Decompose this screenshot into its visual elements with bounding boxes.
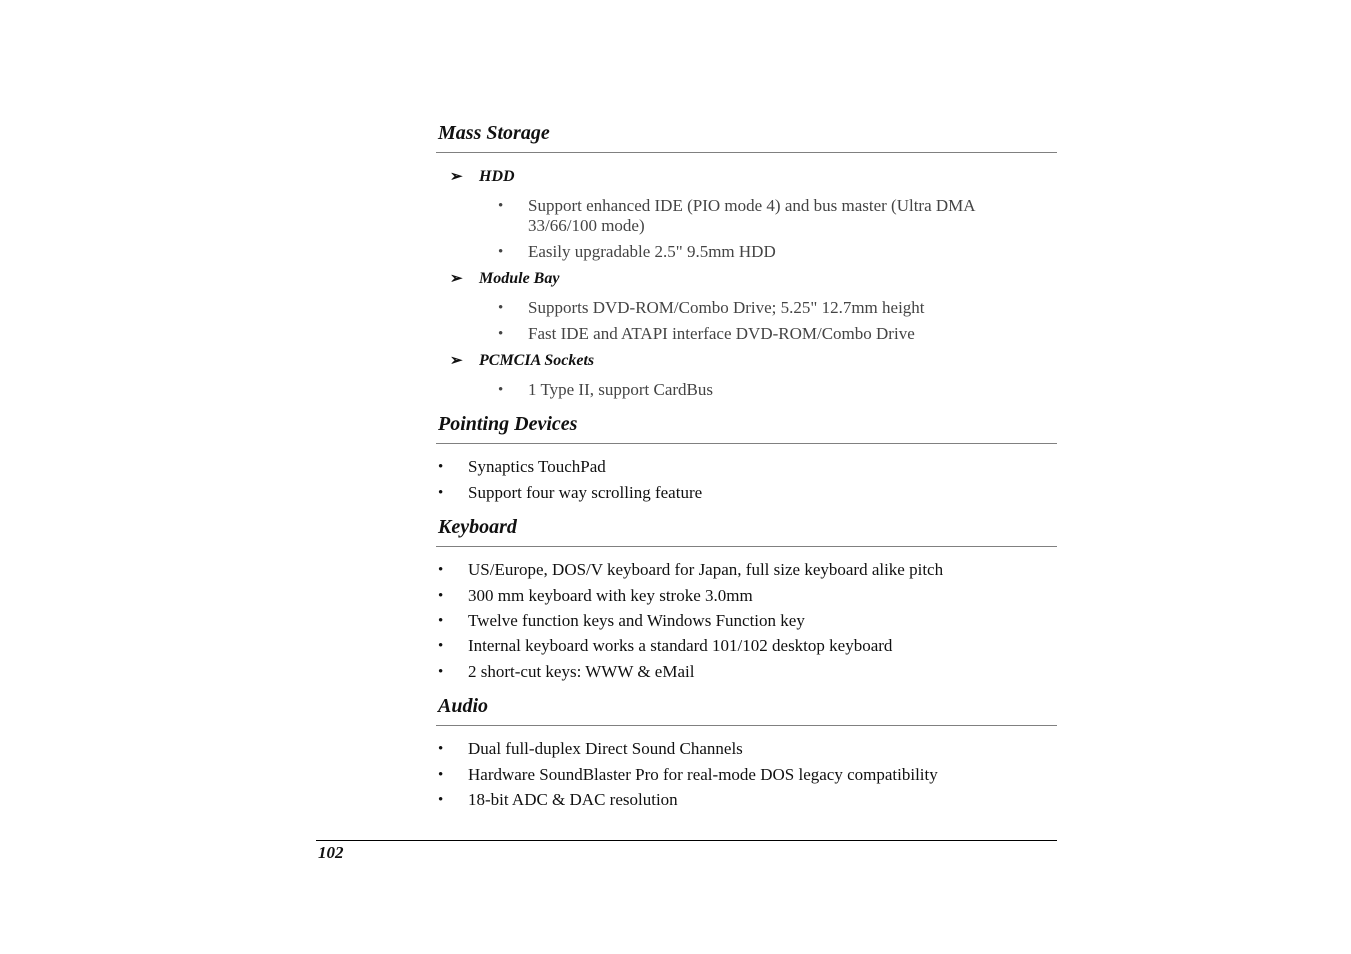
list-item-text: 1 Type II, support CardBus [528, 380, 714, 399]
subheading-module-bay-label: Module Bay [479, 270, 560, 287]
bullet-icon: • [438, 741, 444, 757]
list-item-text: Easily upgradable 2.5" 9.5mm HDD [528, 242, 776, 261]
arrow-bullet-icon: ➢ [450, 353, 463, 369]
section-title-keyboard: Keyboard [436, 515, 1057, 547]
bullet-icon: • [438, 485, 444, 501]
list-item-text: 2 short-cut keys: WWW & eMail [468, 662, 695, 681]
footer-rule [316, 840, 1057, 841]
bullet-icon: • [498, 326, 504, 342]
arrow-bullet-icon: ➢ [450, 169, 463, 185]
list-item-text: Supports DVD-ROM/Combo Drive; 5.25" 12.7mm height [528, 298, 925, 317]
subheading-pcmcia-label: PCMCIA Sockets [479, 352, 595, 369]
bullet-icon: • [438, 792, 444, 808]
bullet-icon: • [438, 562, 444, 578]
bullet-icon: • [438, 767, 444, 783]
section-pointing-devices [436, 412, 1057, 444]
bullet-icon: • [438, 638, 444, 654]
list-item-text: Twelve function keys and Windows Function key [468, 611, 805, 630]
bullet-icon: • [438, 613, 444, 629]
list-item-text: Internal keyboard works a standard 101/102 desktop keyboard [468, 636, 893, 655]
arrow-bullet-icon: ➢ [450, 271, 463, 287]
subheading-pcmcia-sockets [450, 351, 594, 371]
list-item-text: Dual full-duplex Direct Sound Channels [468, 739, 743, 758]
section-keyboard [436, 515, 1057, 547]
section-title-pointing-devices: Pointing Devices [436, 412, 1057, 444]
section-mass-storage [436, 121, 1057, 153]
list-item-text: 33/66/100 mode) [528, 216, 645, 235]
list-item-text: Synaptics TouchPad [468, 457, 606, 476]
list-item-text: 18-bit ADC & DAC resolution [468, 790, 678, 809]
list-item-text: Support enhanced IDE (PIO mode 4) and bus master (Ultra DMA [528, 196, 976, 215]
bullet-icon: • [438, 588, 444, 604]
bullet-icon: • [498, 244, 504, 260]
bullet-icon: • [498, 300, 504, 316]
list-item-text: 300 mm keyboard with key stroke 3.0mm [468, 586, 753, 605]
bullet-icon: • [438, 664, 444, 680]
page-number: 102 [318, 843, 344, 862]
list-item-text: Support four way scrolling feature [468, 483, 703, 502]
list-item-text: Fast IDE and ATAPI interface DVD-ROM/Combo Drive [528, 324, 915, 343]
section-title-mass-storage: Mass Storage [436, 121, 1057, 153]
section-title-audio: Audio [436, 694, 1057, 726]
subheading-hdd [450, 167, 515, 187]
list-item-text: US/Europe, DOS/V keyboard for Japan, full size keyboard alike pitch [468, 560, 944, 579]
bullet-icon: • [438, 459, 444, 475]
bullet-icon: • [498, 382, 504, 398]
list-item-text: Hardware SoundBlaster Pro for real-mode DOS legacy compatibility [468, 765, 938, 784]
section-audio [436, 694, 1057, 726]
bullet-icon: • [498, 198, 504, 214]
subheading-module-bay [450, 269, 559, 289]
subheading-hdd-label: HDD [479, 168, 515, 185]
